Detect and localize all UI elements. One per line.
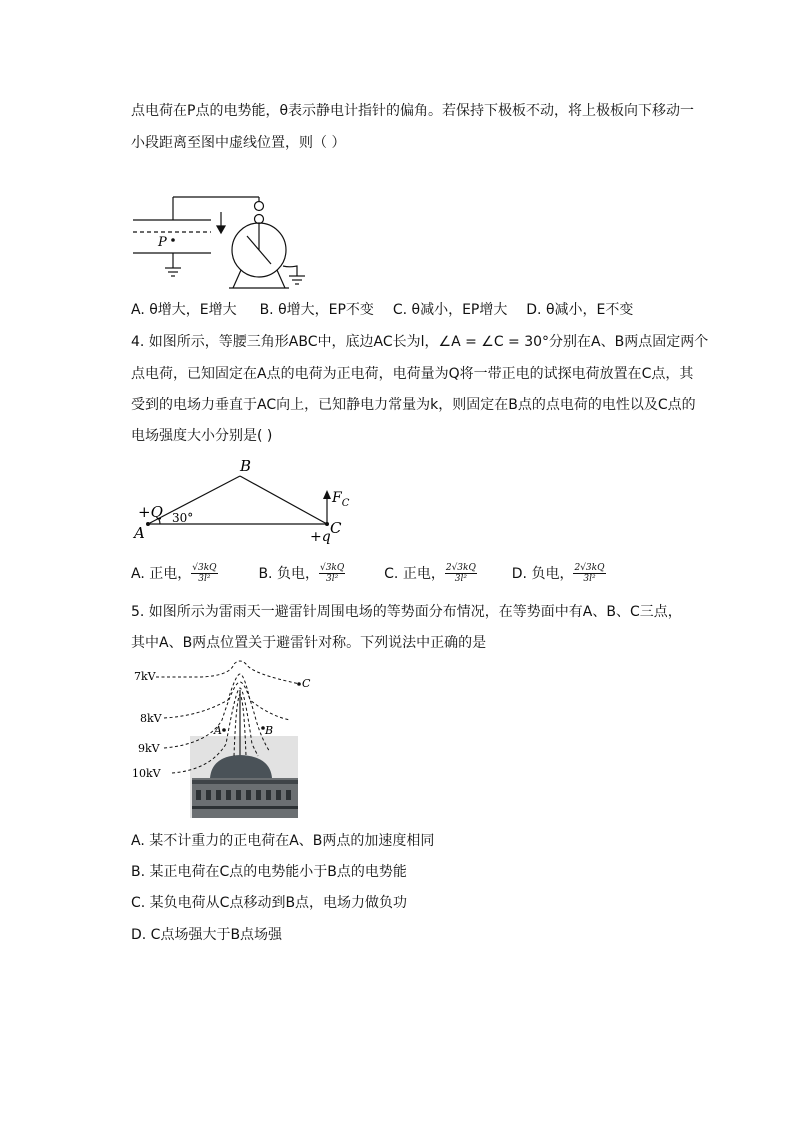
q3-text-line-1: 点电荷在P点的电势能，θ表示静电计指针的偏角。若保持下极板不动，将上极板向下移动一 bbox=[131, 103, 695, 119]
kv7-label: 7kV bbox=[134, 670, 156, 683]
q4-option-c[interactable]: C. 正电， $\frac{2√3kQ}{\text{3l²}}$ bbox=[384, 563, 476, 584]
q5-option-a[interactable]: A. 某不计重力的正电荷在A、B两点的加速度相同 bbox=[131, 833, 435, 849]
force-label: $F_C$ bbox=[332, 490, 350, 509]
vertex-c-label: C bbox=[330, 519, 342, 537]
test-charge-label: +q bbox=[310, 529, 331, 545]
vertex-a-label: A bbox=[134, 524, 145, 542]
point-p-label: P bbox=[158, 235, 167, 250]
q3-options bbox=[131, 300, 633, 320]
point-b-label: B bbox=[265, 724, 274, 737]
q4-text-line-1: 4. 如图所示，等腰三角形ABC中，底边AC长为l，∠A = ∠C = 30°分别在A、B两点固定两个 bbox=[131, 334, 709, 350]
q4-options bbox=[131, 563, 606, 584]
point-a-label: A bbox=[214, 724, 222, 737]
q3-option-b[interactable]: B. θ增大，EP不变 bbox=[259, 302, 374, 318]
q4-option-b[interactable]: B. 负电， $\frac{√3kQ}{\text{3l²}}$ bbox=[258, 563, 345, 584]
q4-text-line-4: 电场强度大小分别是( ) bbox=[131, 428, 273, 444]
q4-option-d[interactable]: D. 负电， $\frac{2√3kQ}{\text{3l²}}$ bbox=[511, 563, 605, 584]
kv9-label: 9kV bbox=[138, 742, 160, 755]
kv8-label: 8kV bbox=[140, 712, 162, 725]
angle-30-label: 30° bbox=[172, 511, 194, 525]
capacitor-electrometer-figure bbox=[125, 190, 315, 290]
q5-option-d[interactable]: D. C点场强大于B点场强 bbox=[131, 927, 283, 943]
q3-option-c[interactable]: C. θ减小，EP增大 bbox=[392, 302, 508, 318]
q4-text-line-3: 受到的电场力垂直于AC向上，已知静电力常量为k，则固定在B点的点电荷的电性以及C点的 bbox=[131, 397, 696, 413]
kv10-label: 10kV bbox=[132, 767, 161, 780]
q3-option-d[interactable]: D. θ减小，E不变 bbox=[526, 302, 634, 318]
q5-text-line-1: 5. 如图所示为雷雨天一避雷针周围电场的等势面分布情况，在等势面中有A、B、C三点， bbox=[131, 604, 682, 620]
lightning-rod-figure bbox=[130, 660, 310, 820]
q4-text-line-2: 点电荷，已知固定在A点的电荷为正电荷，电荷量为Q将一带正电的试探电荷放置在C点，其 bbox=[131, 366, 694, 382]
q5-option-c[interactable]: C. 某负电荷从C点移动到B点，电场力做负功 bbox=[131, 895, 408, 911]
point-c-label: C bbox=[302, 677, 311, 690]
q4-option-a[interactable]: A. 正电， $\frac{√3kQ}{\text{3l²}}$ bbox=[131, 563, 217, 584]
charge-plus-q-label: +Q bbox=[138, 503, 163, 521]
q3-option-a[interactable]: A. θ增大，E增大 bbox=[131, 302, 237, 318]
q3-text-line-2: 小段距离至图中虚线位置，则（ ） bbox=[131, 135, 346, 151]
triangle-abc-figure bbox=[128, 455, 358, 550]
q5-text-line-2: 其中A、B两点位置关于避雷针对称。下列说法中正确的是 bbox=[131, 635, 487, 651]
q5-option-b[interactable]: B. 某正电荷在C点的电势能小于B点的电势能 bbox=[131, 864, 407, 880]
vertex-b-label: B bbox=[240, 457, 252, 475]
